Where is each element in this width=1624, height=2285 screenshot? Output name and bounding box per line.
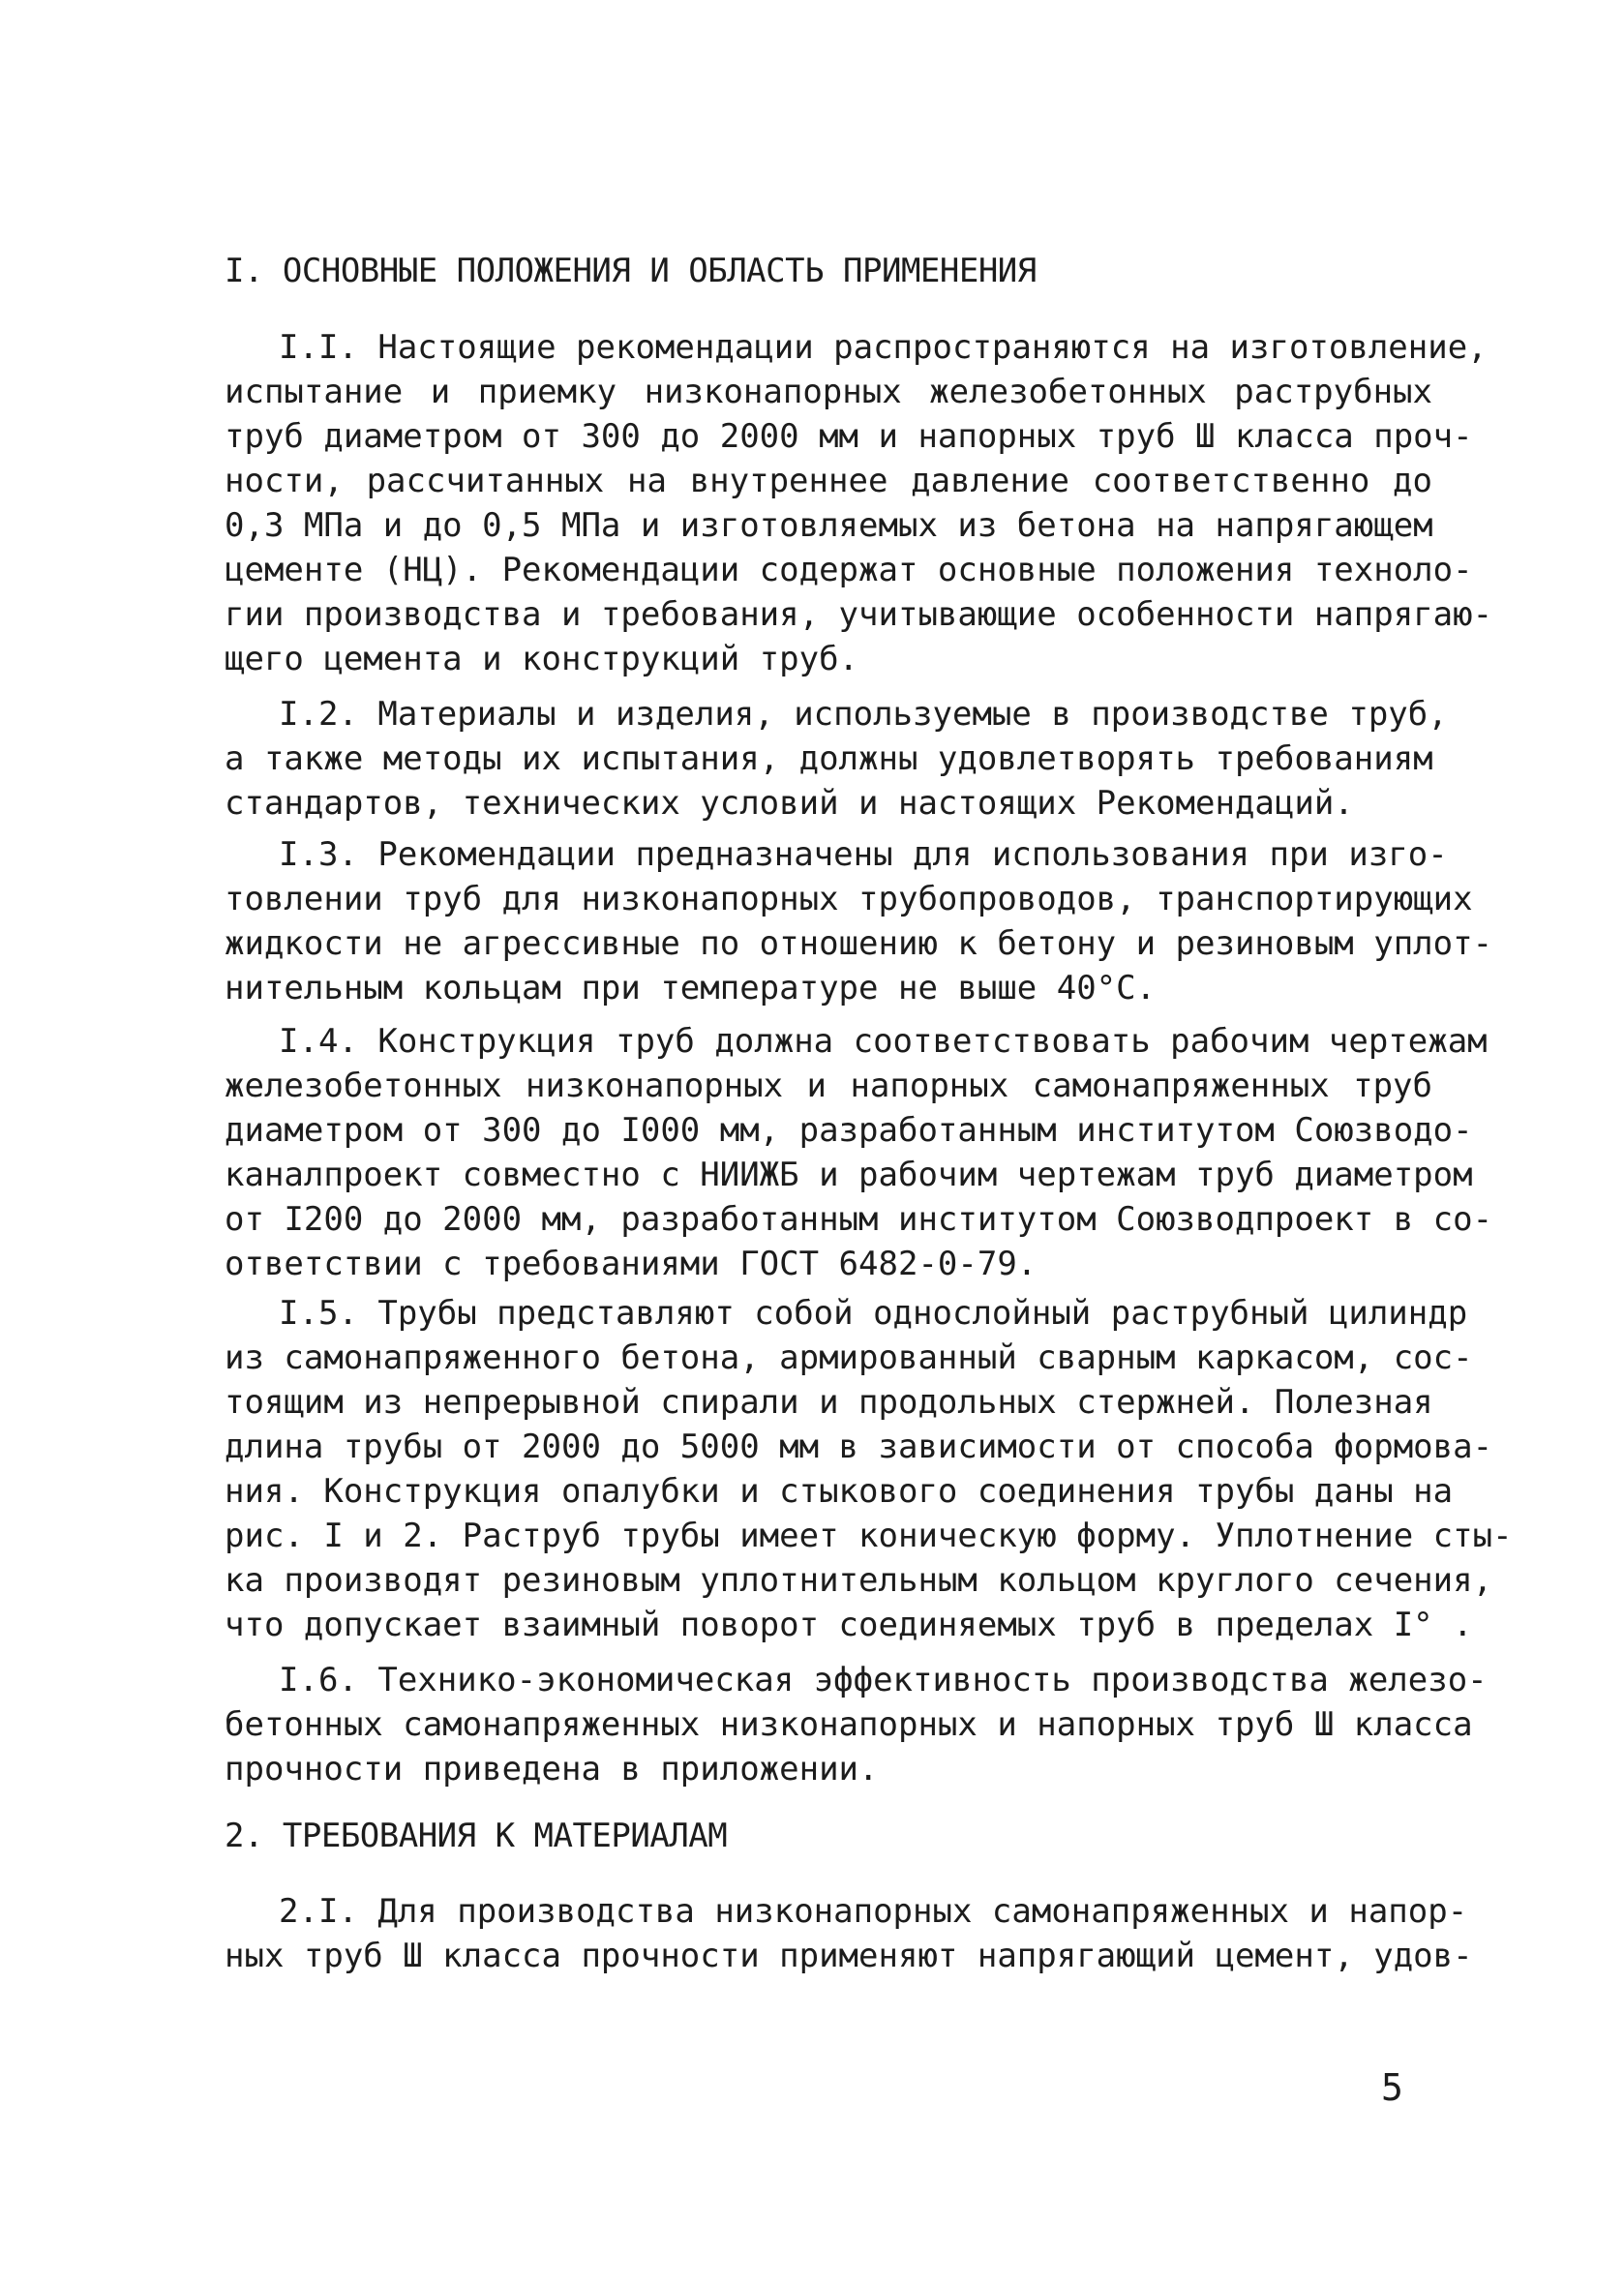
text-line: товлении труб для низконапорных трубопроводов, транспортирующих	[225, 880, 1473, 918]
text-line: 0,3 МПа и до 0,5 МПа и изготовляемых из бетона на напрягающем	[225, 506, 1433, 545]
paragraph-1-1	[225, 325, 1493, 681]
text-line: I.6. Технико-экономическая эффективность производства железо-	[279, 1661, 1488, 1699]
section-2-heading: 2. ТРЕБОВАНИЯ К МАТЕРИАЛАМ	[225, 1817, 728, 1855]
text-line: каналпроект совместно с НИИЖБ и рабочим чертежам труб диаметром	[225, 1156, 1473, 1194]
paragraph-1-2	[225, 692, 1448, 826]
text-line: I.5. Трубы представляют собой однослойный раструбный цилиндр	[279, 1294, 1468, 1333]
text-line: а также методы их испытания, должны удовлетворять требованиям	[225, 739, 1433, 778]
text-line: железобетонных низконапорных и напорных самонапряженных труб	[225, 1067, 1432, 1105]
paragraph-2-1	[225, 1889, 1473, 1978]
text-line: длина трубы от 2000 до 5000 мм в зависимости от способа формова-	[225, 1428, 1493, 1466]
text-line: бетонных самонапряженных низконапорных и напорных труб Ш класса	[225, 1705, 1473, 1744]
text-line: что допускает взаимный поворот соединяемых труб в пределах I° .	[225, 1606, 1473, 1644]
paragraph-1-6	[225, 1658, 1488, 1791]
text-line: I.3. Рекомендации предназначены для использования при изго-	[279, 835, 1448, 874]
paragraph-1-3	[225, 832, 1493, 1010]
text-line: гии производства и требования, учитывающие особенности напрягаю-	[225, 595, 1493, 634]
paragraph-1-5	[225, 1291, 1513, 1647]
text-line: ка производят резиновым уплотнительным кольцом круглого сечения,	[225, 1561, 1493, 1600]
text-line: I.4. Конструкция труб должна соответствовать рабочим чертежам	[279, 1022, 1488, 1061]
text-line: 2.I. Для производства низконапорных самонапряженных и напор-	[279, 1892, 1468, 1931]
text-line: рис. I и 2. Раструб трубы имеет коническую форму. Уплотнение сты-	[225, 1517, 1513, 1555]
text-line: испытание и приемку низконапорных железобетонных раструбных	[225, 373, 1432, 411]
text-line: нительным кольцам при температуре не выше 40°С.	[225, 969, 1157, 1007]
text-line: прочности приведена в приложении.	[225, 1750, 879, 1789]
section-1-heading: I. ОСНОВНЫЕ ПОЛОЖЕНИЯ И ОБЛАСТЬ ПРИМЕНЕНИЯ	[225, 252, 1037, 290]
text-line: ности, рассчитанных на внутреннее давление соответственно до	[225, 462, 1432, 500]
text-line: цементе (НЦ). Рекомендации содержат основные положения техноло-	[225, 551, 1473, 589]
text-line: из самонапряженного бетона, армированный сварным каркасом, сос-	[225, 1338, 1473, 1377]
text-line: ответствии с требованиями ГОСТ 6482-0-79.	[225, 1245, 1038, 1283]
text-line: жидкости не агрессивные по отношению к бетону и резиновым уплот-	[225, 924, 1493, 963]
text-line: стандартов, технических условий и настоящих Рекомендаций.	[225, 784, 1354, 823]
text-line: труб диаметром от 300 до 2000 мм и напорных труб Ш класса проч-	[225, 417, 1473, 456]
text-line: щего цемента и конструкций труб.	[225, 640, 859, 678]
text-line: ных труб Ш класса прочности применяют напрягающий цемент, удов-	[225, 1937, 1473, 1975]
text-line: от I200 до 2000 мм, разработанным институтом Союзводпроект в со-	[225, 1200, 1493, 1239]
text-line: I.2. Материалы и изделия, используемые в производстве труб,	[279, 695, 1448, 734]
text-line: ния. Конструкция опалубки и стыкового соединения трубы даны на	[225, 1472, 1454, 1511]
page-number: 5	[1381, 2066, 1403, 2109]
paragraph-1-4	[225, 1019, 1493, 1286]
text-line: тоящим из непрерывной спирали и продольных стержней. Полезная	[225, 1383, 1433, 1422]
text-line: I.I. Настоящие рекомендации распространяются на изготовление,	[279, 328, 1488, 367]
text-line: диаметром от 300 до I000 мм, разработанным институтом Союзводо-	[225, 1111, 1473, 1150]
